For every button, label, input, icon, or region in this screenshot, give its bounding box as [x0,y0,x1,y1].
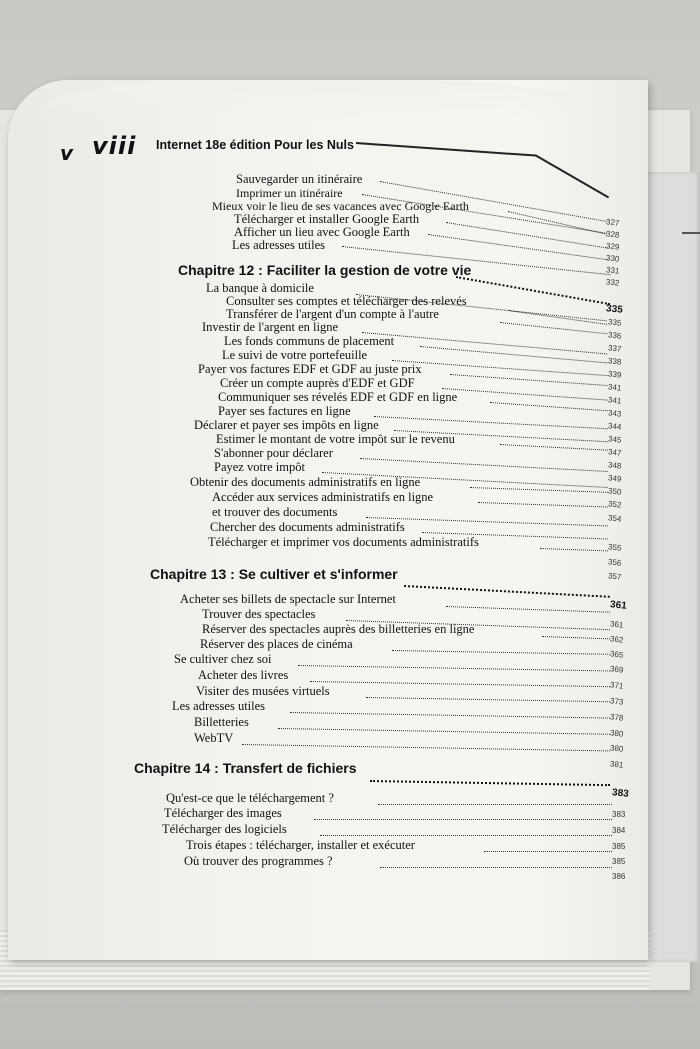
toc-page-number: 373 [609,696,624,707]
toc-page-number: 355 [607,542,622,553]
toc-page-number: 343 [607,408,622,419]
chapter-heading: Chapitre 14 : Transfert de fichiers [134,760,357,776]
toc-page-number: 357 [607,571,622,582]
toc-page-number: 378 [609,712,624,723]
toc-page-number: 380 [609,743,624,754]
chapter-heading: Chapitre 12 : Faciliter la gestion de votre vie [178,262,472,278]
toc-entry: Les adresses utiles [172,699,266,713]
toc-entry: WebTV [194,731,234,745]
toc-page-number: 330 [605,253,620,264]
chapter-heading: Chapitre 13 : Se cultiver et s'informer [150,566,398,582]
toc-entry: Visiter des musées virtuels [196,684,330,698]
toc-page-number: 328 [605,229,620,240]
toc-page-number: 381 [609,759,624,770]
toc-page-number: 380 [609,728,624,739]
toc-entry: Payer ses factures en ligne [218,404,351,418]
toc-entry: Afficher un lieu avec Google Earth [234,225,410,239]
toc-entry: Acheter ses billets de spectacle sur Internet [180,592,396,606]
toc-entry: Trois étapes : télécharger, installer et exécuter [186,838,415,852]
toc-entry: Billetteries [194,715,249,729]
toc-page-number: 383 [612,810,626,819]
toc-entry: et trouver des documents [212,505,338,519]
toc-entry: Déclarer et payer ses impôts en ligne [194,418,379,432]
toc-entry: Réserver des spectacles auprès des billetteries en ligne [202,622,475,636]
toc-page-number: 386 [612,872,626,881]
toc-entry: S'abonner pour déclarer [214,446,333,460]
toc-entry: La banque à domicile [206,281,314,295]
toc-page-number: 347 [607,447,622,458]
toc-entry: Transférer de l'argent d'un compte à l'autre [226,307,439,321]
toc-page-number: 338 [607,356,622,367]
toc-page-number: 331 [605,265,620,276]
toc-entry: Les fonds communs de placement [224,334,395,348]
toc-entry: Télécharger et imprimer vos documents administratifs [208,535,479,549]
toc-page-number: 327 [605,217,620,228]
toc-entry: Réserver des places de cinéma [200,637,353,651]
toc-page-number: 336 [607,330,622,341]
page-number-roman: viii [92,132,137,160]
toc-page-number: 348 [607,460,622,471]
toc-page-number: 332 [605,277,620,288]
chapter-page-number: 335 [605,303,624,316]
toc-entry: Investir de l'argent en ligne [202,320,339,334]
leader-dots [378,804,612,806]
toc-page-number: 344 [607,421,622,432]
leader-dots [320,835,612,837]
toc-page-number: 349 [607,473,622,484]
toc-page-number: 356 [607,557,622,568]
toc-page-number: 335 [607,317,622,328]
toc-page-number: 384 [612,826,626,835]
toc-entry: Se cultiver chez soi [174,652,272,666]
toc-page-number: 350 [607,486,622,497]
toc-entry: Qu'est-ce que le téléchargement ? [166,791,334,805]
toc-page-number: 361 [609,599,628,612]
running-header-title: Internet 18e édition Pour les Nuls [156,138,354,152]
toc-page-number: 361 [609,619,624,630]
toc-entry: Estimer le montant de votre impôt sur le revenu [216,432,455,446]
toc-page-number: 345 [607,434,622,445]
toc-entry: Télécharger et installer Google Earth [234,212,420,226]
toc-entry: Payer vos factures EDF et GDF au juste prix [198,362,422,376]
toc-entry: Sauvegarder un itinéraire [236,172,363,186]
leader-dots [380,867,612,869]
toc-page-number: 385 [612,842,626,851]
toc-entry: Imprimer un itinéraire [236,186,343,200]
toc-page-number: 341 [607,395,622,406]
toc-entry: Où trouver des programmes ? [184,854,333,868]
toc-page-number: 371 [609,680,624,691]
toc-page-number: 352 [607,499,622,510]
toc-entry: Mieux voir le lieu de ses vacances avec Google Earth [212,199,469,213]
toc-entry: Consulter ses comptes et télécharger des relevés [226,294,467,308]
leader-dots [484,851,612,853]
toc-entry: Trouver des spectacles [202,607,316,621]
page-number-roman-small: v [60,141,74,165]
toc-entry: Le suivi de votre portefeuille [222,348,368,362]
toc-entry: Acheter des livres [198,668,289,682]
toc-entry: Communiquer ses révelés EDF et GDF en ligne [218,390,458,404]
facing-page-rule [682,232,700,234]
toc-entry: Créer un compte auprès d'EDF et GDF [220,376,415,390]
toc-entry: Chercher des documents administratifs [210,520,405,534]
toc-page-number: 341 [607,382,622,393]
page-curl [40,80,600,120]
toc-page-number: 339 [607,369,622,380]
leader-dots [314,819,612,821]
toc-entry: Accéder aux services administratifs en ligne [212,490,434,504]
chapter-page-number: 383 [611,787,630,800]
toc-page-number: 369 [609,664,624,675]
toc-page-number: 354 [607,513,622,524]
toc-page-number: 365 [609,649,624,660]
toc-page-number: 337 [607,343,622,354]
toc-entry: Télécharger des logiciels [162,822,287,836]
toc-page-number: 385 [612,857,626,866]
toc-entry: Les adresses utiles [232,238,326,252]
toc-entry: Obtenir des documents administratifs en ligne [190,475,421,489]
toc-entry: Payez votre impôt [214,460,305,474]
toc-entry: Télécharger des images [164,806,282,820]
toc-page-number: 362 [609,634,624,645]
toc-page-number: 329 [605,241,620,252]
